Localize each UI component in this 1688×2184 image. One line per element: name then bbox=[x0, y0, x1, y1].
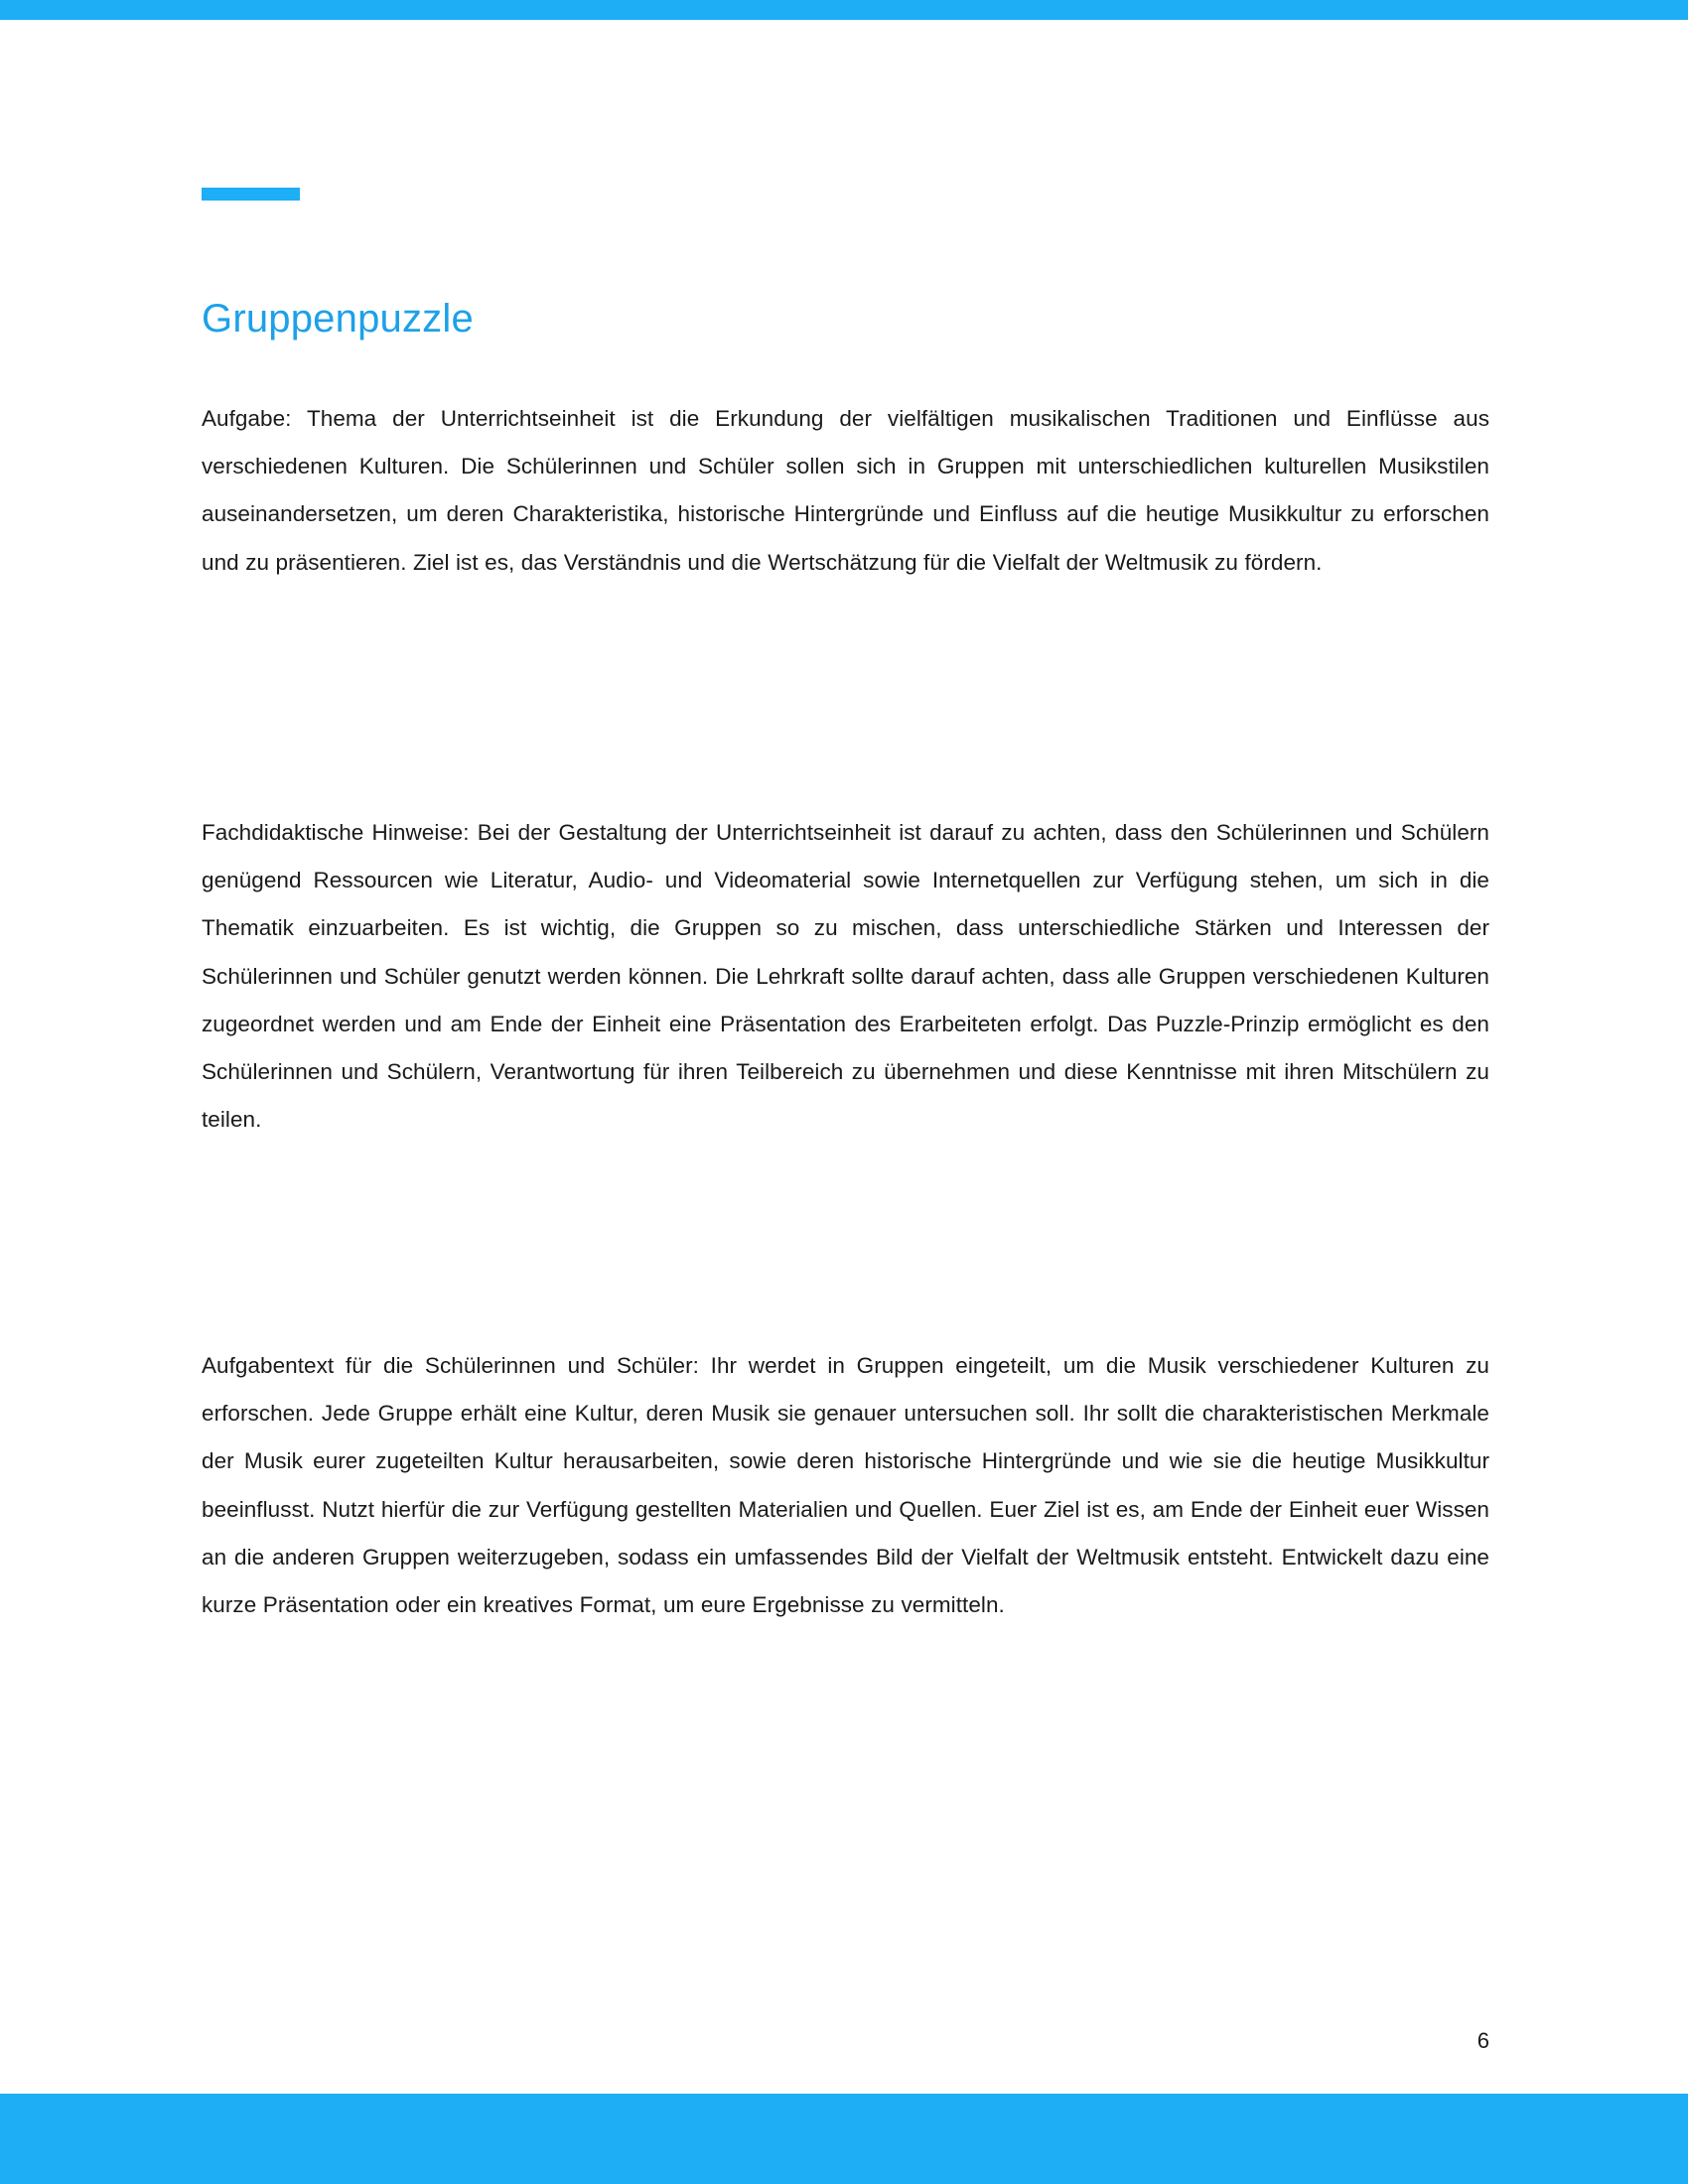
paragraph-block-aufgabentext bbox=[202, 1342, 1489, 1629]
paragraph-fachdidaktische-hinweise: Fachdidaktische Hinweise: Bei der Gestaltung der Unterrichtseinheit ist darauf zu achten, dass den Schülerinnen und Schülern genügend Ressourcen wie Literatur, Audio- und Videomaterial sowie Internetquellen zur Verfügung stehen, um sich in die Thematik einzuarbeiten. Es ist wichtig, die Gruppen so zu mischen, dass unterschiedliche Stärken und Interessen der Schülerinnen und Schüler genutzt werden können. Die Lehrkraft sollte darauf achten, dass alle Gruppen verschiedenen Kulturen zugeordnet werden und am Ende der Einheit eine Präsentation des Erarbeiteten erfolgt. Das Puzzle-Prinzip ermöglicht es den Schülerinnen und Schülern, Verantwortung für ihren Teilbereich zu übernehmen und diese Kenntnisse mit ihren Mitschülern zu teilen. bbox=[202, 820, 1489, 1133]
page-number: 6 bbox=[1477, 2028, 1489, 2053]
paragraph-block-aufgabe bbox=[202, 395, 1489, 587]
heading-accent-dash bbox=[202, 188, 300, 201]
page-title: Gruppenpuzzle bbox=[202, 297, 474, 341]
bottom-accent-bar bbox=[0, 2094, 1688, 2184]
paragraph-aufgabentext: Aufgabentext für die Schülerinnen und Schüler: Ihr werdet in Gruppen eingeteilt, um die Musik verschiedener Kulturen zu erforschen. Jede Gruppe erhält eine Kultur, deren Musik sie genauer untersuchen soll. Ihr sollt die charakteristischen Merkmale der Musik eurer zugeteilten Kultur herausarbeiten, sowie deren historische Hintergründe und wie sie die heutige Musikkultur beeinflusst. Nutzt hierfür die zur Verfügung gestellten Materialien und Quellen. Euer Ziel ist es, am Ende der Einheit euer Wissen an die anderen Gruppen weiterzugeben, sodass ein umfassendes Bild der Vielfalt der Weltmusik entsteht. Entwickelt dazu eine kurze Präsentation oder ein kreatives Format, um eure Ergebnisse zu vermitteln. bbox=[202, 1353, 1489, 1618]
content-column bbox=[202, 0, 1489, 2184]
paragraph-aufgabe: Aufgabe: Thema der Unterrichtseinheit ist die Erkundung der vielfältigen musikalischen Traditionen und Einflüsse aus verschiedenen Kulturen. Die Schülerinnen und Schüler sollen sich in Gruppen mit unterschiedlichen kulturellen Musikstilen auseinandersetzen, um deren Charakteristika, historische Hintergründe und Einfluss auf die heutige Musikkultur zu erforschen und zu präsentieren. Ziel ist es, das Verständnis und die Wertschätzung für die Vielfalt der Weltmusik zu fördern. bbox=[202, 406, 1489, 575]
paragraph-block-fachdidaktische-hinweise bbox=[202, 809, 1489, 1144]
